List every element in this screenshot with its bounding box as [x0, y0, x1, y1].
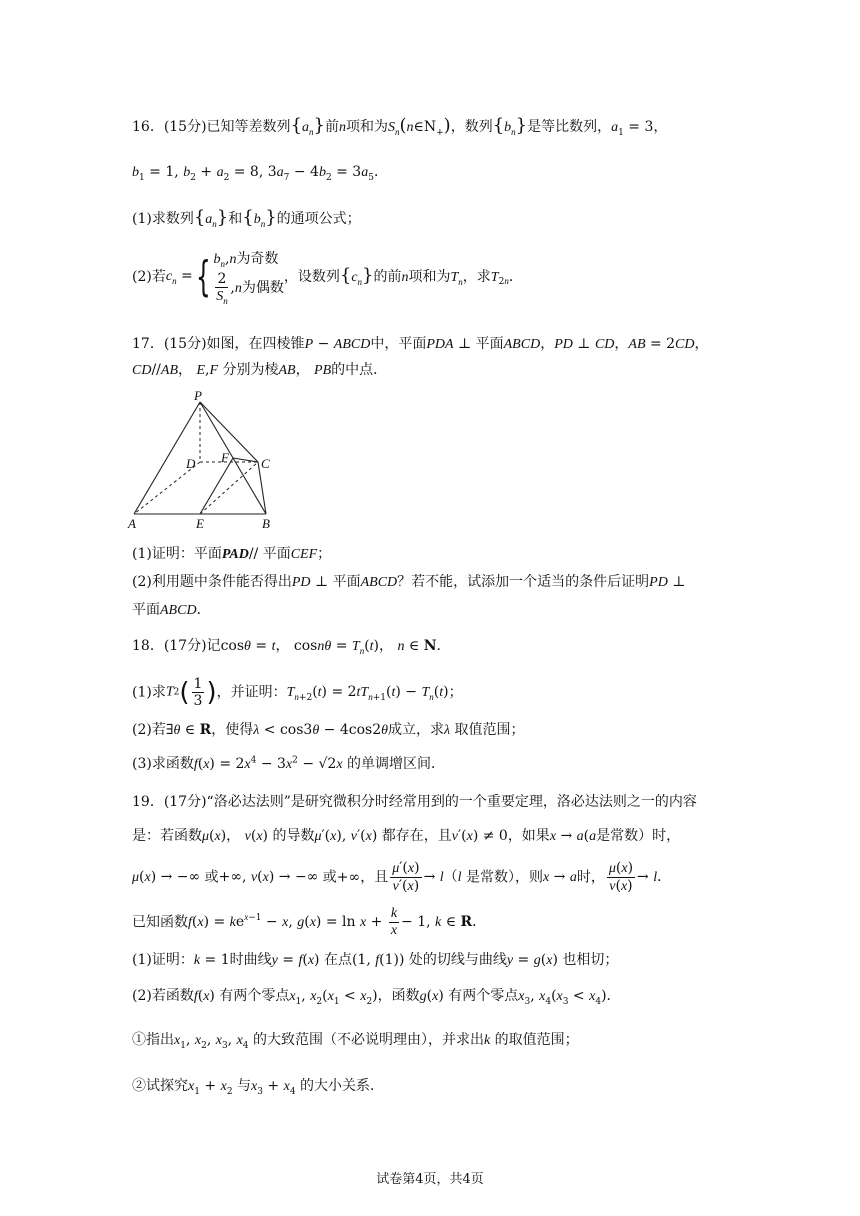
edge-PC [200, 402, 258, 462]
q19-line1: 19．(17分)“洛必达法则”是研究微积分时经常用到的一个重要定理，洛必达法则之一的内容 [132, 794, 697, 810]
q16-line1: 16．(15分)已知等差数列$\{a_n\}$前n项和为$S_n(n\in N_+)$，数列$\{b_n\}$是等比数列，$a_1 = 3$， [132, 115, 668, 138]
q16-line2: $b_1 = 1$, $b_2 + a_2 = 8$, $3a_7 - 4b_2 = 3a_5$． [132, 164, 388, 183]
q19-line3: μ(x) → −∞ 或+∞, ν(x) → −∞ 或+∞，且 $\frac{\mu'(x)}{\nu'(x)}$ → l（l 是常数），则x → a时， $\frac{\mu(x)}{\nu(x)}$ → l． [132, 860, 672, 894]
q19-part1: (1)证明：k = 1时曲线y = f(x) 在点(1, f(1)) 处的切线与曲线y = g(x) 也相切； [132, 952, 619, 968]
label-F: F [221, 450, 229, 465]
q18-part3: (3)求函数$f(x) = 2x^4 - 3x^2 - √2x$ 的单调增区间． [132, 755, 446, 772]
edge-EC [200, 462, 258, 514]
q19-line4: 已知函数$f(x) = ke^{x-1} - x$, g(x) = ln x + $\frac{k}{x}$ − 1, k ∈ R． [132, 906, 487, 938]
label-C: C [261, 456, 270, 471]
q17-line2: CD//AB， E,F 分别为棱AB， PB的中点． [132, 362, 388, 378]
q19-sub1: ①指出$x_1$, $x_2$, $x_3$, $x_4$ 的大致范围（不必说明理由），并求出k 的取值范围； [132, 1032, 579, 1051]
q18-part1: (1)求T2( $\frac{1}{3}$ )，并证明：$T_{n+2}(t) = 2tT_{n+1}(t) - T_n(t)$； [132, 676, 463, 709]
pyramid-figure [126, 388, 286, 534]
label-E: E [196, 516, 204, 531]
q17-part1: (1)证明：平面PAD// 平面CEF； [132, 546, 332, 562]
q19-sub2: ②试探究$x_1 + x_2$ 与$x_3 + x_4$ 的大小关系． [132, 1078, 384, 1097]
q16-part2: (2)若$c_n$ ={ $b_n,n$为奇数 $\frac{2}{S_n}$ ,n为偶数 ，设数列$\{c_n\}$的前n项和为$T_n$，求$T_{2n}$． [132, 248, 523, 314]
label-B: B [262, 516, 270, 531]
q17-part2-line2: 平面ABCD． [132, 602, 211, 618]
piecewise-cases: $b_n,n$为奇数 $\frac{2}{S_n}$ ,n为偶数 [213, 251, 284, 306]
page-footer: 试卷第4页，共4页 [376, 1172, 484, 1187]
label-D: D [186, 456, 196, 471]
q17-line1: 17．(15分)如图，在四棱锥P − ABCD中，平面PDA ⊥ 平面ABCD，PD ⊥ CD，AB = 2CD， [132, 336, 709, 352]
q18-line1: 18．(17分)记cosθ = t， $\cos n\theta = T_n(t)$， n ∈ N． [132, 638, 451, 656]
q19-part2: (2)若函数f(x) 有两个零点$x_1$, $x_2(x_1 < x_2)$，函数g(x) 有两个零点$x_3$, $x_4(x_3 < x_4)$． [132, 988, 621, 1007]
label-A: A [128, 516, 136, 531]
q18-part2: (2)若∃θ ∈ R，使得λ < cos3θ − 4cos2θ成立，求λ 取值范围； [132, 722, 525, 738]
edge-EF [200, 458, 233, 514]
label-P: P [194, 388, 202, 403]
q19-line2: 是：若函数μ(x)， ν(x) 的导数μ′(x), ν′(x) 都存在，且ν′(x) ≠ 0，如果x → a(a是常数）时， [132, 828, 681, 844]
q17-part2-line1: (2)利用题中条件能否得出PD ⊥ 平面ABCD？若不能，试添加一个适当的条件后证明PD ⊥ [132, 574, 686, 590]
q16-part1: (1)求数列$\{a_n\}$和$\{b_n\}$的通项公式； [132, 207, 361, 229]
